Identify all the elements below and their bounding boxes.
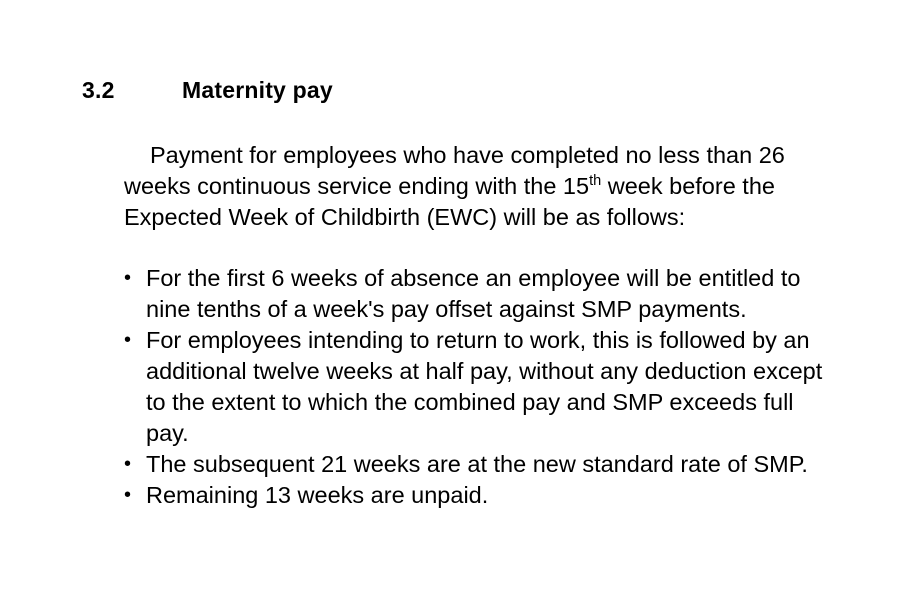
- intro-superscript: th: [589, 173, 602, 190]
- list-item-text: For the first 6 weeks of absence an employee will be entitled to nine tenths of a week's pay offset against SMP payments.: [146, 265, 801, 322]
- intro-paragraph: [124, 140, 824, 233]
- bullet-marker-icon: •: [124, 267, 132, 289]
- bullet-marker-icon: •: [124, 453, 132, 475]
- bullet-marker-icon: •: [124, 329, 132, 351]
- list-item: [124, 325, 824, 449]
- list-item-text: The subsequent 21 weeks are at the new standard rate of SMP.: [146, 451, 808, 477]
- bullet-list: [124, 263, 824, 511]
- list-item-text: For employees intending to return to work, this is followed by an additional twelve weeks at half pay, without any deduction except to the extent to which the combined pay and SMP exceeds full pay.: [146, 327, 823, 446]
- bullet-marker-icon: •: [124, 484, 132, 506]
- list-item-text: Remaining 13 weeks are unpaid.: [146, 482, 489, 508]
- intro-text-part-2: week before the Expected Week of Childbirth (EWC) will be as follows:: [124, 173, 775, 230]
- section-heading: [82, 76, 333, 104]
- list-item: [124, 263, 824, 325]
- section-number: 3.2: [82, 77, 115, 103]
- section-title: Maternity pay: [182, 77, 333, 103]
- list-item: [124, 449, 824, 480]
- list-item: [124, 480, 824, 511]
- section-body: [124, 140, 824, 511]
- intro-text-part-1: Payment for employees who have completed no less than 26 weeks continuous service ending with the 15: [124, 142, 785, 199]
